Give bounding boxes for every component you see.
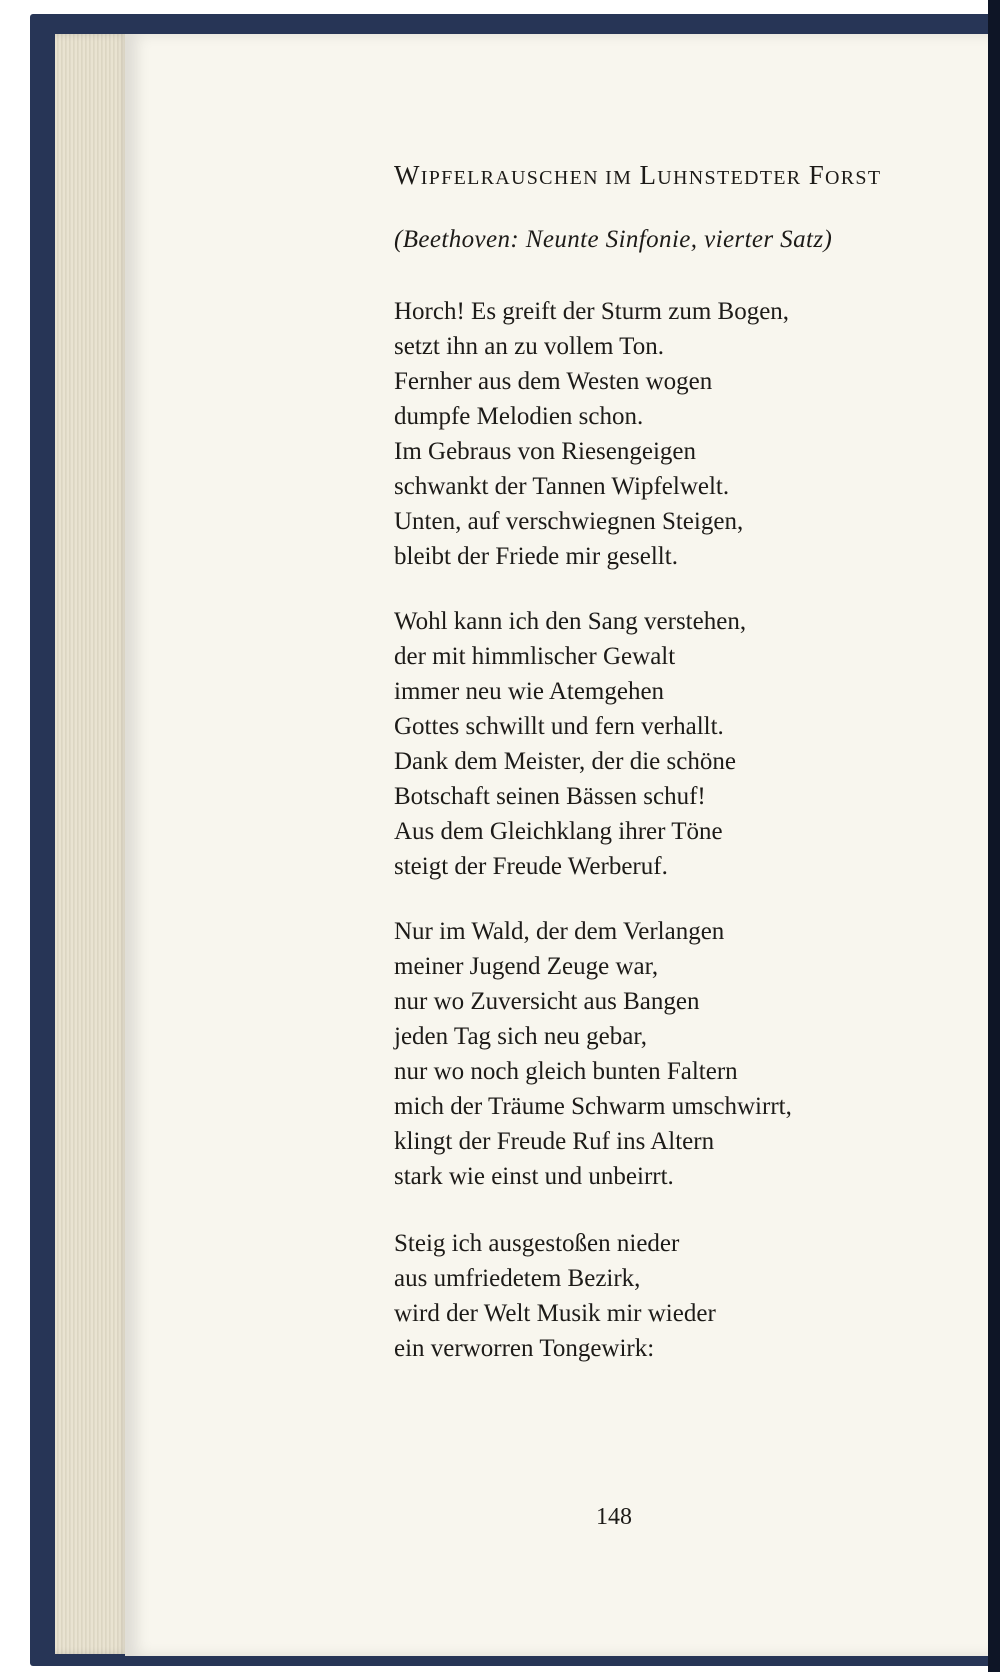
verse-line: nur wo Zuversicht aus Bangen xyxy=(394,988,700,1015)
verse-line: dumpfe Melodien schon. xyxy=(394,403,644,430)
verse-line: Im Gebraus von Riesengeigen xyxy=(394,438,697,465)
stanza-4 xyxy=(394,1226,716,1366)
cover-edge xyxy=(988,0,1000,1672)
verse-line: schwankt der Tannen Wipfelwelt. xyxy=(394,473,730,500)
poem-subtitle: (Beethoven: Neunte Sinfonie, vierter Satz) xyxy=(394,226,833,253)
verse-line: ein verworren Tongewirk: xyxy=(394,1335,655,1362)
verse-line: klingt der Freude Ruf ins Altern xyxy=(394,1128,715,1155)
verse-line: steigt der Freude Werberuf. xyxy=(394,853,668,880)
verse-line: nur wo noch gleich bunten Faltern xyxy=(394,1058,738,1085)
verse-line: Dank dem Meister, der die schöne xyxy=(394,748,736,775)
stanza-3 xyxy=(394,914,792,1194)
verse-line: Aus dem Gleichklang ihrer Töne xyxy=(394,818,723,845)
verse-line: Wohl kann ich den Sang verstehen, xyxy=(394,608,747,635)
stanza-1 xyxy=(394,294,789,574)
page-number: 148 xyxy=(596,1504,632,1530)
poem-title: WIPFELRAUSCHEN IM LUHNSTEDTER FORST xyxy=(394,160,882,190)
verse-line: Horch! Es greift der Sturm zum Bogen, xyxy=(394,298,790,325)
verse-line: mich der Träume Schwarm umschwirrt, xyxy=(394,1093,792,1120)
verse-line: Unten, auf verschwiegnen Steigen, xyxy=(394,508,744,535)
verse-line: Botschaft seinen Bässen schuf! xyxy=(394,783,706,810)
verse-line: setzt ihn an zu vollem Ton. xyxy=(394,333,664,360)
verse-line: jeden Tag sich neu gebar, xyxy=(394,1023,647,1050)
verse-line: Nur im Wald, der dem Verlangen xyxy=(394,918,725,945)
page-edges xyxy=(55,34,130,1654)
verse-line: aus umfriedetem Bezirk, xyxy=(394,1265,641,1292)
verse-line: bleibt der Friede mir gesellt. xyxy=(394,543,678,570)
verse-line: stark wie einst und unbeirrt. xyxy=(394,1163,674,1190)
verse-line: Gottes schwillt und fern verhallt. xyxy=(394,713,724,740)
verse-line: Steig ich ausgestoßen nieder xyxy=(394,1230,680,1257)
verse-line: der mit himmlischer Gewalt xyxy=(394,643,676,670)
verse-line: meiner Jugend Zeuge war, xyxy=(394,953,659,980)
verse-line: immer neu wie Atemgehen xyxy=(394,678,665,705)
verse-line: wird der Welt Musik mir wieder xyxy=(394,1300,716,1327)
verse-line: Fernher aus dem Westen wogen xyxy=(394,368,713,395)
stanza-2 xyxy=(394,604,746,884)
